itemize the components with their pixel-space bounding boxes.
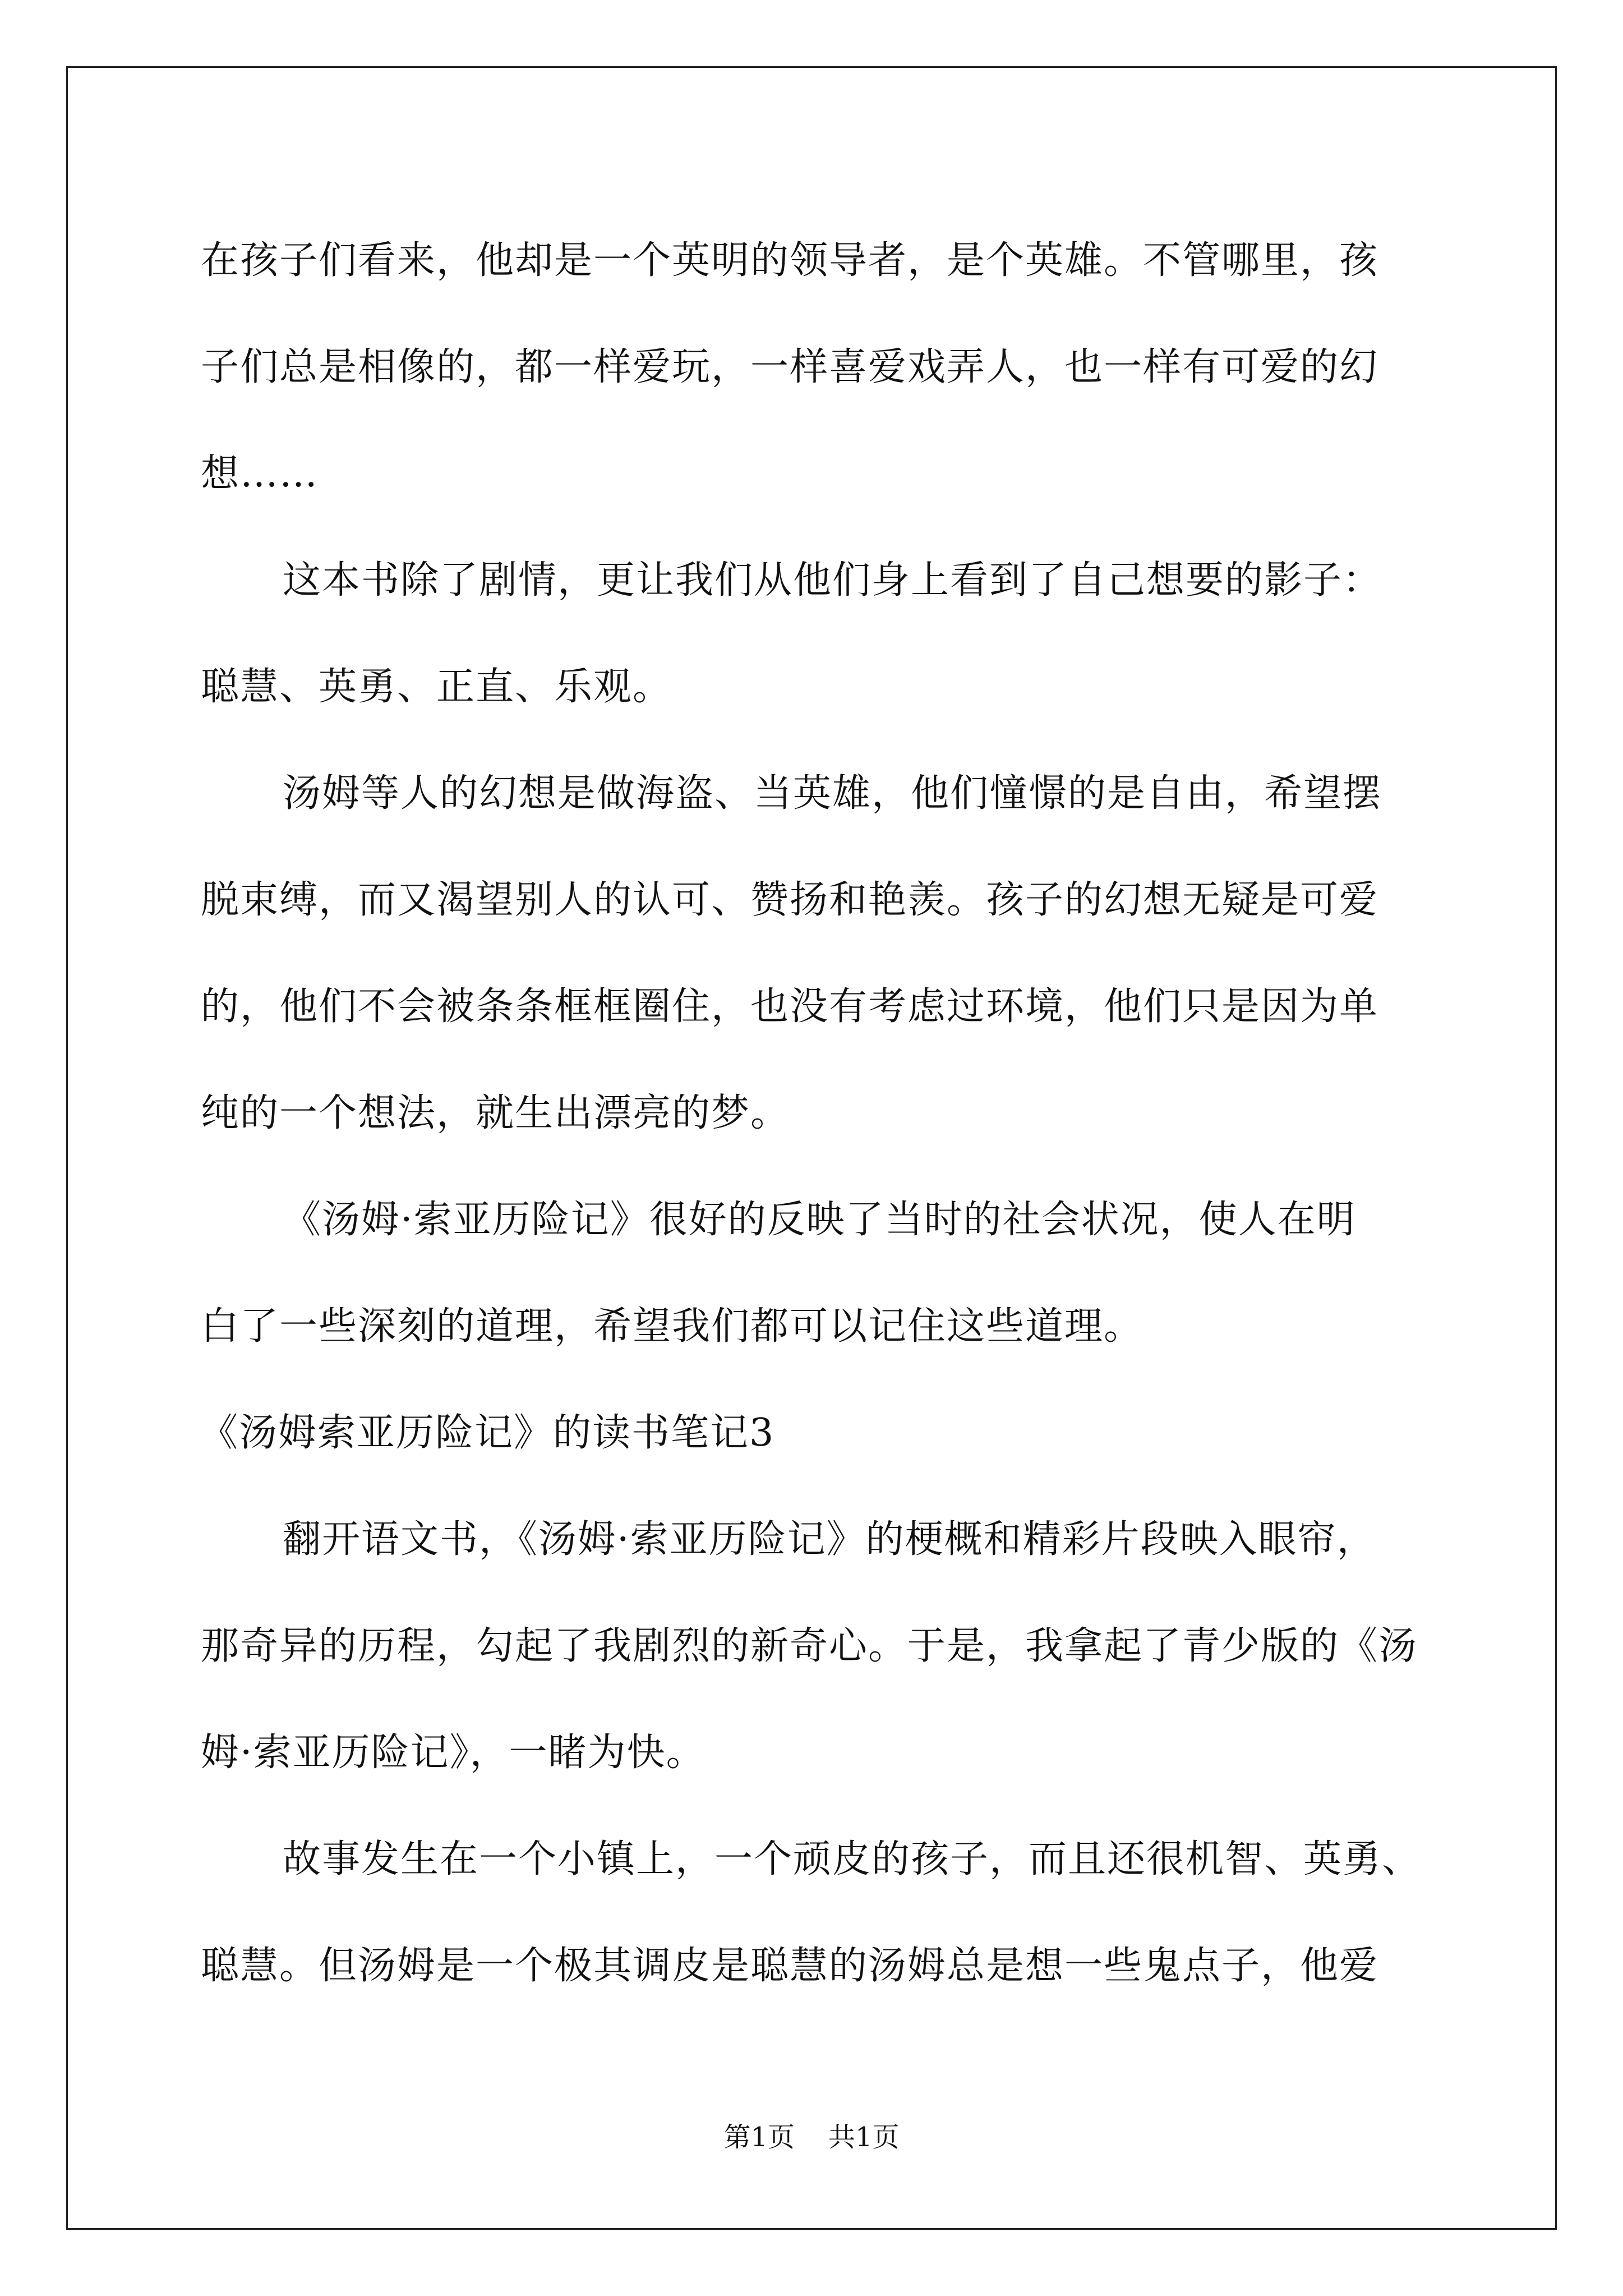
text-line: 聪慧、英勇、正直、乐观。	[201, 665, 672, 709]
page-total: 共1页	[828, 2122, 900, 2153]
document-body	[201, 208, 1451, 2019]
paragraph-start-line: 汤姆等人的幻想是做海盗、当英雄，他们憧憬的是自由，希望摆	[283, 771, 1382, 816]
paragraph-start-line: 这本书除了剧情，更让我们从他们身上看到了自己想要的影子：	[283, 558, 1382, 602]
paragraph-start-line: 故事发生在一个小镇上，一个顽皮的孩子，而且还很机智、英勇、	[283, 1837, 1422, 1881]
text-line: 在孩子们看来，他却是一个英明的领导者，是个英雄。不管哪里，孩	[201, 238, 1379, 283]
section-heading: 《汤姆索亚历险记》的读书笔记3	[200, 1411, 775, 1455]
text-line: 白了一些深刻的道理，希望我们都可以记住这些道理。	[201, 1304, 1144, 1349]
text-line: 子们总是相像的，都一样爱玩，一样喜爱戏弄人，也一样有可爱的幻	[201, 345, 1379, 389]
text-line: 的，他们不会被条条框框圈住，也没有考虑过环境，他们只是因为单	[201, 984, 1379, 1029]
page-number: 第1页	[723, 2122, 795, 2153]
paragraph-start-line: 《汤姆·索亚历险记》很好的反映了当时的社会状况，使人在明	[283, 1198, 1356, 1242]
text-line: 姆·索亚历险记》，一睹为快。	[201, 1731, 706, 1775]
paragraph-start-line: 翻开语文书，《汤姆·索亚历险记》的梗概和精彩片段映入眼帘，	[283, 1517, 1376, 1562]
text-line: 那奇异的历程，勾起了我剧烈的新奇心。于是，我拿起了青少版的《汤	[201, 1624, 1418, 1668]
text-line: 纯的一个想法，就生出漂亮的梦。	[201, 1091, 790, 1135]
page-footer	[0, 2120, 1623, 2154]
text-line: 脱束缚，而又渴望别人的认可、赞扬和艳羡。孩子的幻想无疑是可爱	[201, 878, 1379, 922]
text-line: 想……	[201, 452, 319, 496]
text-line: 聪慧。但汤姆是一个极其调皮是聪慧的汤姆总是想一些鬼点子，他爱	[201, 1944, 1379, 1988]
